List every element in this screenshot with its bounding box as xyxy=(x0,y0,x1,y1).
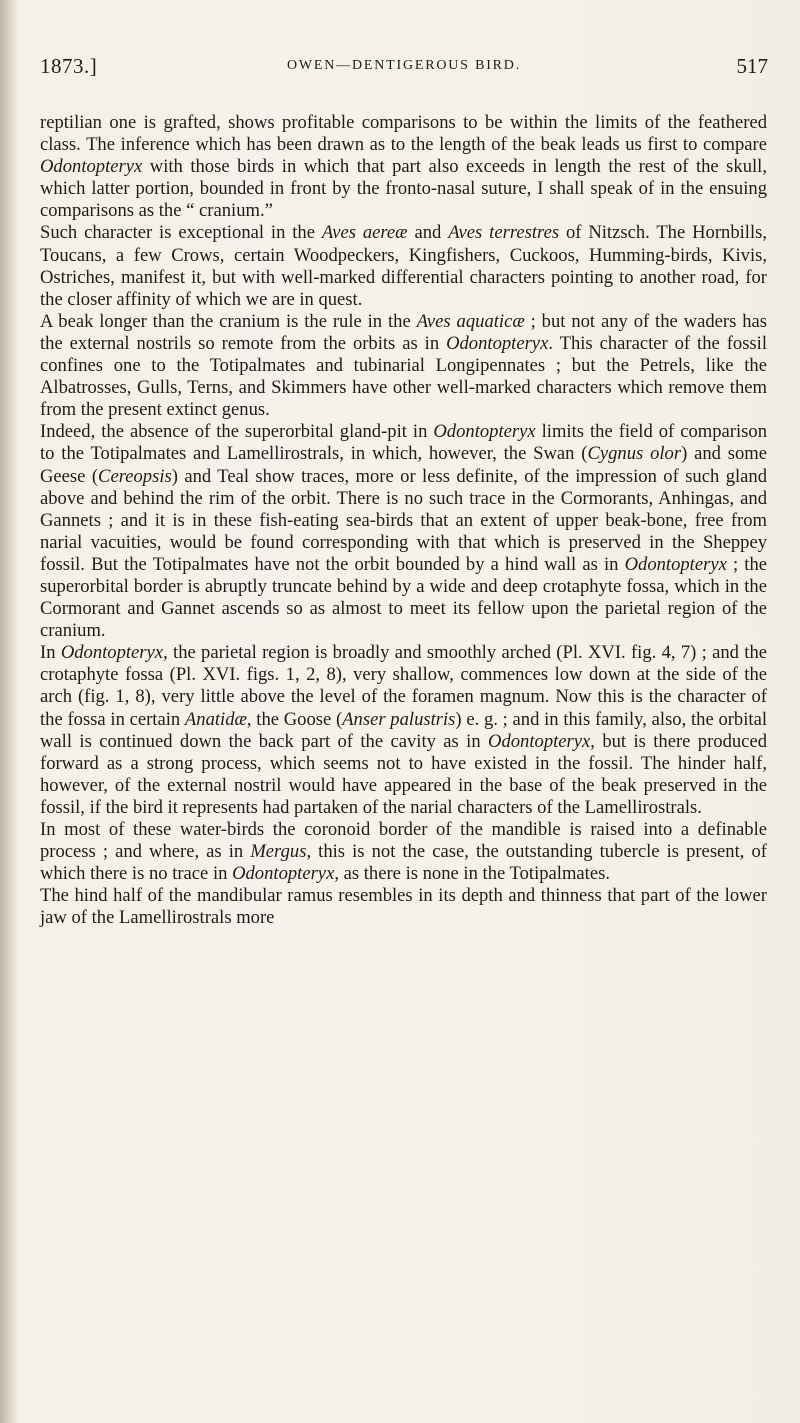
running-head xyxy=(40,54,768,84)
page-gutter-shadow xyxy=(0,0,18,1423)
header-title: OWEN—DENTIGEROUS BIRD. xyxy=(286,58,522,73)
paragraph: A beak longer than the cranium is the rule in the Aves aquaticæ ; but not any of the waders has the external nostrils so remote from the orbits as in Odontopteryx. This character of the fossil confines one to the Totipalmates and tubinarial Longipennates ; but the Petrels, like the Albatrosses, Gulls, Terns, and Skimmers have other well-marked characters which remove them from the present extinct genus. xyxy=(40,310,768,421)
page-number: 517 xyxy=(736,54,768,78)
paragraph: Such character is exceptional in the Aves aereæ and Aves terrestres of Nitzsch. The Hornbills, Toucans, a few Crows, certain Woodpeckers, Kingfishers, Cuckoos, Humming-birds, Kivis, Ostriches, manifest it, but with well-marked differential characters pointing to another road, for the closer affinity of which we are in quest. xyxy=(40,222,768,310)
header-year: 1873.] xyxy=(40,54,98,78)
paragraph: Indeed, the absence of the superorbital gland-pit in Odontopteryx limits the field of comparison to the Totipalmates and Lamellirostrals, in which, however, the Swan (Cygnus olor) and some Geese (Cereopsis) and Teal show traces, more or less definite, of the impression of such gland above and behind the rim of the orbit. There is no such trace in the Cormorants, Anhingas, and Gannets ; and it is in these fish-eating sea-birds that an extent of upper beak-bone, free from narial vacuities, would be found corresponding with that which is preserved in the Sheppey fossil. But the Totipalmates have not the orbit bounded by a hind wall as in Odontopteryx ; the superorbital border is abruptly truncate behind by a wide and deep crotaphyte fossa, which in the Cormorant and Gannet ascends so as almost to meet its fellow upon the parietal region of the cranium. xyxy=(40,421,768,642)
paragraph: In most of these water-birds the coronoid border of the mandible is raised into a definable process ; and where, as in Mergus, this is not the case, the outstanding tubercle is present, of which there is no trace in Odontopteryx, as there is none in the Totipalmates. xyxy=(40,819,767,885)
paragraph: reptilian one is grafted, shows profitable comparisons to be within the limits of the feathered class. The inference which has been drawn as to the length of the beak leads us first to compare Odontopteryx with those birds in which that part also exceeds in length the rest of the skull, which latter portion, bounded in front by the fronto-nasal suture, I shall speak of in the ensuing comparisons as the “ cranium.” xyxy=(40,112,767,222)
body-text xyxy=(40,112,767,929)
paragraph: In Odontopteryx, the parietal region is broadly and smoothly arched (Pl. XVI. fig. 4, 7) ; and the crotaphyte fossa (Pl. XVI. figs. 1, 2, 8), very shallow, commences low down at the side of the arch (fig. 1, 8), very little above the level of the foramen magnum. Now this is the character of the fossa in certain Anatidæ, the Goose (Anser palustris) e. g. ; and in this family, also, the orbital wall is continued down the back part of the cavity as in Odontopteryx, but is there produced forward as a strong process, which seems not to have existed in the fossil. The hinder half, however, of the external nostril would have appeared in the base of the beak preserved in the fossil, if the bird it represents had partaken of the narial characters of the Lamellirostrals. xyxy=(40,642,767,818)
paragraph: The hind half of the mandibular ramus resembles in its depth and thinness that part of the lower jaw of the Lamellirostrals more xyxy=(40,885,767,929)
